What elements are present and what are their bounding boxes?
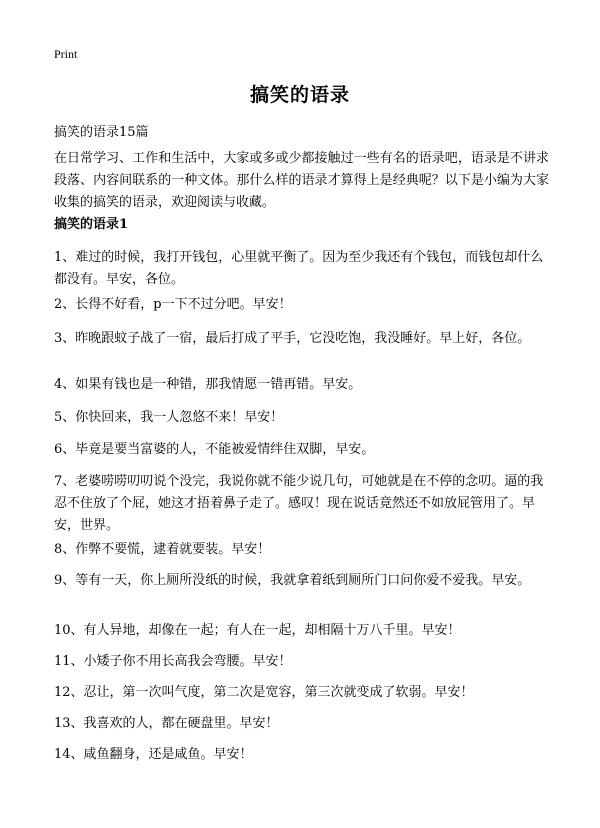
quote-item-6: 6、毕竟是要当富婆的人，不能被爱情绊住双脚，早安。: [54, 442, 375, 457]
quote-item-4: 4、如果有钱也是一种错，那我情愿一错再错。早安。: [54, 377, 362, 392]
page-title: 搞笑的语录: [249, 84, 350, 106]
quote-item-12: 12、忍让，第一次叫气度，第二次是宽容，第三次就变成了软弱。早安！: [54, 685, 474, 700]
quote-item-10: 10、有人异地，却像在一起；有人在一起，却相隔十万八千里。早安！: [54, 623, 461, 638]
quote-item-7: 7、老婆唠唠叨叨说个没完，我说你就不能少说几句，可她就是在不停的念叨。逼的我忍不住放了个屁，她这才捂着鼻子走了。感叹！现在说话竟然还不如放屁管用了。早安，世界。: [54, 474, 544, 533]
intro-paragraph: 在日常学习、工作和生活中，大家或多或少都接触过一些有名的语录吧，语录是不讲求段落、内容间联系的一种文体。那什么样的语录才算得上是经典呢？以下是小编为大家收集的搞笑的语录，欢迎阅读与收藏。: [54, 151, 549, 210]
quote-item-13: 13、我喜欢的人，都在硬盘里。早安！: [54, 716, 279, 731]
quote-item-2: 2、长得不好看，p一下不过分吧。早安！: [54, 297, 292, 312]
quote-item-1: 1、难过的时候，我打开钱包，心里就平衡了。因为至少我还有个钱包，而钱包却什么都没有。早安，各位。: [54, 250, 544, 287]
quote-item-8: 8、作弊不要慌，逮着就要装。早安！: [54, 542, 271, 557]
article-subtitle: 搞笑的语录15篇: [54, 125, 149, 140]
quote-item-3: 3、昨晚跟蚊子战了一宿，最后打成了平手，它没吃饱，我没睡好。早上好，各位。: [54, 331, 531, 346]
quote-item-11: 11、小矮子你不用长高我会弯腰。早安！: [54, 654, 292, 669]
quote-item-5: 5、你快回来，我一人忽悠不来！早安！: [54, 410, 284, 425]
quote-item-9: 9、等有一天，你上厕所没纸的时候，我就拿着纸到厕所门口问你爱不爱我。早安。: [54, 573, 531, 588]
print-link[interactable]: Print: [54, 47, 78, 61]
quote-item-14: 14、咸鱼翻身，还是咸鱼。早安！: [54, 747, 253, 762]
section-heading: 搞笑的语录1: [54, 217, 129, 232]
